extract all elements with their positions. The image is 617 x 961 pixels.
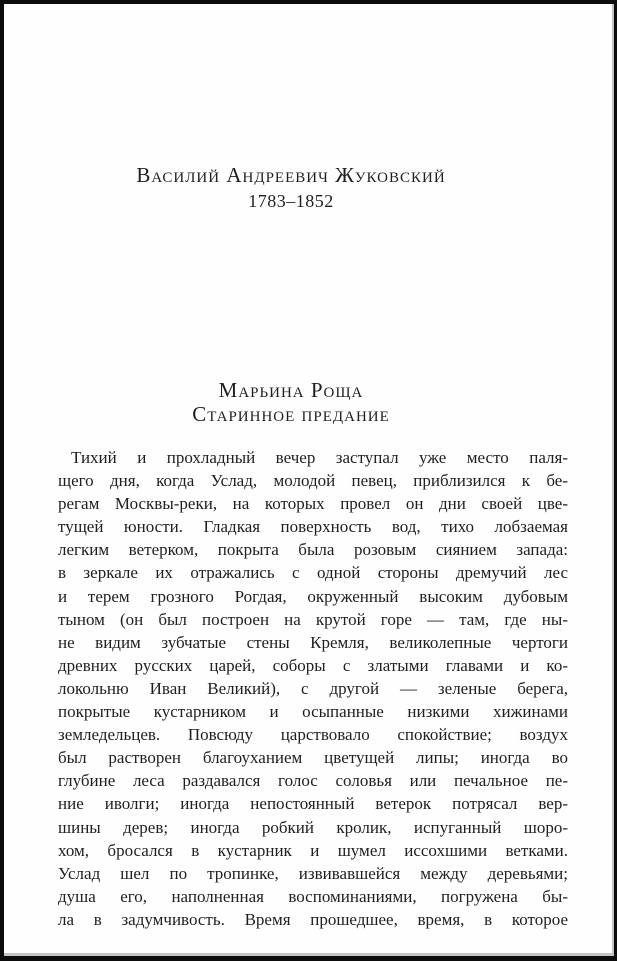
text-line: и терем грозного Рогдая, окруженный высоким дубовым <box>58 586 568 606</box>
text-line: легким ветерком, покрыта была розовым сиянием запада: <box>58 540 568 560</box>
text-line: в зеркале их отражались с одной стороны дремучий лес <box>58 563 568 583</box>
text-line: ла в задумчивость. Время прошедшее, время, в которое <box>58 909 568 929</box>
story-subtitle: Старинное предание <box>192 402 390 426</box>
text-line: ние иволги; иногда непостоянный ветерок потрясал вер- <box>58 794 568 814</box>
text-line: тущей юности. Гладкая поверхность вод, тихо лобзаемая <box>58 517 568 537</box>
author-block <box>4 162 614 213</box>
text-line: локольню Иван Великий), с другой — зеленые берега, <box>58 678 568 698</box>
story-text <box>58 446 568 931</box>
text-line: не видим зубчатые стены Кремля, великолепные чертоги <box>58 632 568 652</box>
text-line: щего дня, когда Услад, молодой певец, приблизился к бе- <box>58 471 568 491</box>
text-line: древних русских царей, соборы с златыми главами и ко- <box>58 655 568 675</box>
text-line: регам Москвы-реки, на которых провел он дни своей цве- <box>58 494 568 514</box>
story-title: Марьина Роща <box>218 378 364 402</box>
text-line: покрытые кустарником и осыпанные низкими хижинами <box>58 702 568 722</box>
text-line: земледельцев. Повсюду царствовало спокойствие; воздух <box>58 725 568 745</box>
text-line: Тихий и прохладный вечер заступал уже место паля- <box>71 448 568 467</box>
author-years: 1783–1852 <box>248 191 334 211</box>
author-name: Василий Андреевич Жуковский <box>136 163 446 187</box>
title-block <box>4 378 614 426</box>
text-line: был растворен благоуханием цветущей липы; иногда во <box>58 748 568 768</box>
text-line: хом, бросался в кустарник и шумел иссохшими ветками. <box>58 840 568 860</box>
text-line: душа его, наполненная воспоминаниями, погружена бы- <box>58 886 568 906</box>
text-line: Услад шел по тропинке, извивавшейся между деревьями; <box>58 863 568 883</box>
text-line: глубине леса раздавался голос соловья или печальное пе- <box>58 771 568 791</box>
text-line: шины дерев; иногда робкий кролик, испуганный шоро- <box>58 817 568 837</box>
text-line: тыном (он был построен на крутой горе — там, где ны- <box>58 609 568 629</box>
